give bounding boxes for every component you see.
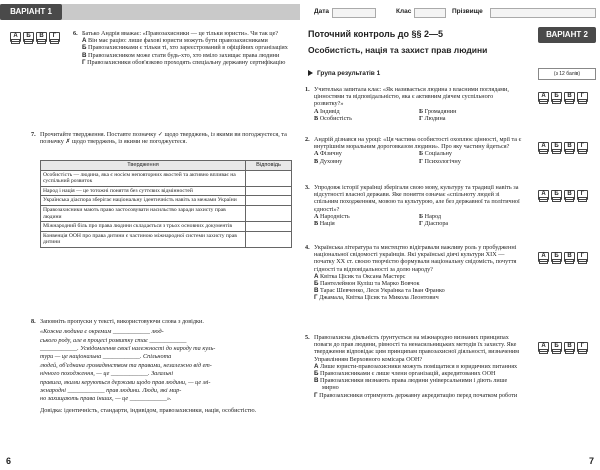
option-d: Г Людина [419,114,446,122]
option-c: В Духовну [314,157,343,165]
surname-label: Прізвище [452,8,483,15]
answer-boxes-q6[interactable] [10,32,60,42]
answer-boxes-q1[interactable] [538,92,588,102]
table-row [41,170,292,186]
statement: Правозахисники мають право застосовувати насильство заради захисту прав людини [41,205,246,221]
answer-cell[interactable] [246,231,292,247]
option-b: Б Правозахисниками є лише члени організацій, акредитованих ООН [314,370,496,378]
answer-cell[interactable]: А [538,92,549,102]
table-header: Твердження [41,161,246,171]
page-subtitle: Особистість, нація та захист прав людини [308,45,488,55]
question-text: Заповніть пропуски у тексті, використовуючи слова з довідки. [40,318,204,325]
option-c: В Правозахисником може стати будь-хто, хто вміло захищає права людини [82,51,280,59]
answer-boxes-q4[interactable] [538,252,588,262]
option-a: А Фізичну [314,150,342,158]
answer-cell[interactable]: В [564,92,575,102]
option-c: В Особистість [314,114,352,122]
answer-cell[interactable]: Г [577,252,588,262]
answer-cell[interactable]: А [538,142,549,152]
date-label: Дата [314,8,330,15]
option-a: А Квітка Цісик та Оксана Мастерс [314,272,406,280]
question-number: 6. [73,30,78,37]
question-text: Батько Андрія вважає: «Правозахисники — це тільки юристи». Чи так це? [82,30,279,37]
option-a: А Він має рацію: лише фахові юристи можуть бути правозахисниками [82,37,268,45]
statement: Конвенція ООН про права дитини є частиною міжнародної системи захисту прав дитини [41,231,246,247]
answer-cell[interactable]: В [36,32,47,42]
question-text: Андрій дізнався на уроці: «Ця частина особистості охоплює цінності, мрії та є внутрішнім моральним дороговказом людини». Про яку частину йдеться? [314,136,522,151]
page-number-right: 7 [588,456,594,466]
page-number-left: 6 [6,456,12,466]
answer-cell[interactable]: Б [551,342,562,352]
answer-cell[interactable]: Г [577,190,588,200]
option-d: Г Правозахисники отримують державну акредитацію перед початком роботи [314,391,518,399]
question-number: 7. [31,131,36,138]
question-number: 2. [305,136,310,143]
answer-cell[interactable] [246,170,292,186]
class-label: Клас [396,8,412,15]
class-field[interactable] [414,8,446,18]
answer-cell[interactable]: Б [551,92,562,102]
table-row [41,196,292,206]
option-a: А Народність [314,212,350,220]
question-text: Упродовж історії українці зберігали свою мову, культуру та традиції навіть за відсутності власної держави. Яке поняття означає «спільноту людей зі спільним походженням, мовою та культурою, але без державної та політичної єдності»? [314,184,520,213]
question-number: 4. [305,244,310,251]
option-b: Б Пантелеймон Куліш та Марко Вовчок [314,280,420,288]
option-c: В Тарас Шевченко, Леся Українка та Іван Франко [314,287,445,295]
option-d: Г Джамала, Квітка Цісик та Микола Леонтович [314,294,439,302]
question-6 [73,30,290,66]
variant-2-tab: ВАРІАНТ 2 [538,27,596,43]
answer-cell[interactable]: Г [577,142,588,152]
option-d: Г Діаспора [419,220,449,228]
question-number: 1. [305,86,310,93]
statement: Особистість — людина, яка є носієм неповторних якостей та активно впливає на суспільний розвиток [41,170,246,186]
answer-cell[interactable]: Б [23,32,34,42]
option-b: Б Народ [419,212,442,220]
answer-boxes-q5[interactable] [538,342,588,352]
option-a: А Лише юристи-правозахисники можуть поміщатися в юридичних питаннях [314,362,518,370]
option-b: Б Правозахисниками є тільки ті, хто зареєстрований в офіційних організаціях [82,44,288,52]
answer-cell[interactable]: Г [49,32,60,42]
question-text: Українська література та мистецтво відігравали важливу роль у пробудженні національної свідомості українців. Які українські діячі культури XIX — початку XX ст. своєю творчістю формували національну свідомість, почуття гідності та відповідальності за долю народу? [314,244,517,273]
answer-cell[interactable]: А [538,190,549,200]
answer-cell[interactable]: В [564,342,575,352]
answer-cell[interactable]: В [564,142,575,152]
table-row [41,186,292,196]
options [314,150,524,164]
answer-cell[interactable] [246,186,292,196]
answer-cell[interactable]: В [564,252,575,262]
options [314,213,524,227]
answer-cell[interactable] [246,205,292,221]
answer-boxes-q3[interactable] [538,190,588,200]
option-b: Б Соціальну [419,150,453,158]
group-heading: Група результатів 1 [308,70,380,77]
question-text: Учителька запитала клас: «Як називається людина з власними поглядами, цінностями та відповідальністю, яка є активним діячем суспільного розвитку?» [314,86,509,108]
answer-cell[interactable]: А [538,342,549,352]
option-a: А Індивід [314,107,340,115]
question-text: Прочитайте твердження. Поставте позначку ✓ щодо тверджень, із якими ви погоджуєтеся, та позначку ✗ щодо тверджень, із якими не погоджуєтеся. [40,131,287,146]
answer-cell[interactable]: Г [577,342,588,352]
date-field[interactable] [332,8,376,18]
question-5 [305,334,524,399]
question-2 [305,136,524,165]
statement: Українська діаспора зберігає національну ідентичність навіть за межами України [41,196,246,206]
surname-field[interactable] [490,8,596,18]
option-c: В Нація [314,220,335,228]
question-number: 3. [305,184,310,191]
answer-cell[interactable]: Г [577,92,588,102]
question-text: Правозахисна діяльність ґрунтується на міжнародно визнаних принципах поваги до прав людини, рівності та ненасильницьких методів їх захисту. Яке твердження відповідає цим принципам правозахисної діяльності, визначеним Управлінням Верховного комісара ООН? [314,334,520,363]
answer-cell[interactable] [246,196,292,206]
question-8 [31,318,292,414]
statement: Міжнародний біль про права людини складається з трьох основних документів [41,222,246,232]
option-d: Г Правозахисники обов'язково проходять спеціальну державну сертифікацію [82,58,286,66]
option-b: Б Громадянин [419,107,457,115]
answer-cell[interactable]: А [10,32,21,42]
page-title: Поточний контроль до §§ 2—5 [308,29,444,39]
question-1 [305,86,524,122]
question-7 [31,131,292,146]
answer-cell[interactable]: А [538,252,549,262]
answer-cell[interactable]: Б [551,252,562,262]
table-row [41,231,292,247]
answer-cell[interactable]: Б [551,142,562,152]
options [314,108,524,122]
answer-boxes-q2[interactable] [538,142,588,152]
answer-cell[interactable]: Б [551,190,562,200]
answer-cell[interactable]: В [564,190,575,200]
hint: Довідка: ідентичність, стандарти, індивідом, правозахисники, нація, особистістю. [40,406,257,414]
table-header: Відповідь [246,161,292,171]
statements-table [40,160,292,248]
header-fields [300,4,600,20]
statement: Народ і нація — це тотожні поняття без суттєвих відмінностей [41,186,246,196]
variant-1-tab: ВАРІАНТ 1 [0,4,62,20]
table-row [41,205,292,221]
fill-in-text[interactable]: «Кожна людина є окремим ____________ люд- ського роду, але в процесі розвитку стає ____________ ____________. Усвідомлення своєї належності до народу та куль- тури — це національна ____________. Спільнота людей, об'єднана громадянством та правами, незалежно від ет- нічного походження, — це ____________. Загальні правила, якими керуються держави щодо прав людини, — це мі- жнародні ____________ прав людини. Люди, які мир- но захищають права інших, — це ____________». [40,328,216,403]
answer-cell[interactable] [246,222,292,232]
question-3 [305,184,524,228]
option-d: Г Психологічну [419,157,461,165]
question-4 [305,244,524,302]
score-box: (з 12 балів) [538,68,596,80]
table-row [41,222,292,232]
option-c: В Правозахисники визнають права людини універсальними і діють лише мирно [314,377,508,392]
question-number: 8. [31,318,36,325]
right-page [300,0,600,470]
question-number: 5. [305,334,310,341]
triangle-icon [308,70,313,76]
